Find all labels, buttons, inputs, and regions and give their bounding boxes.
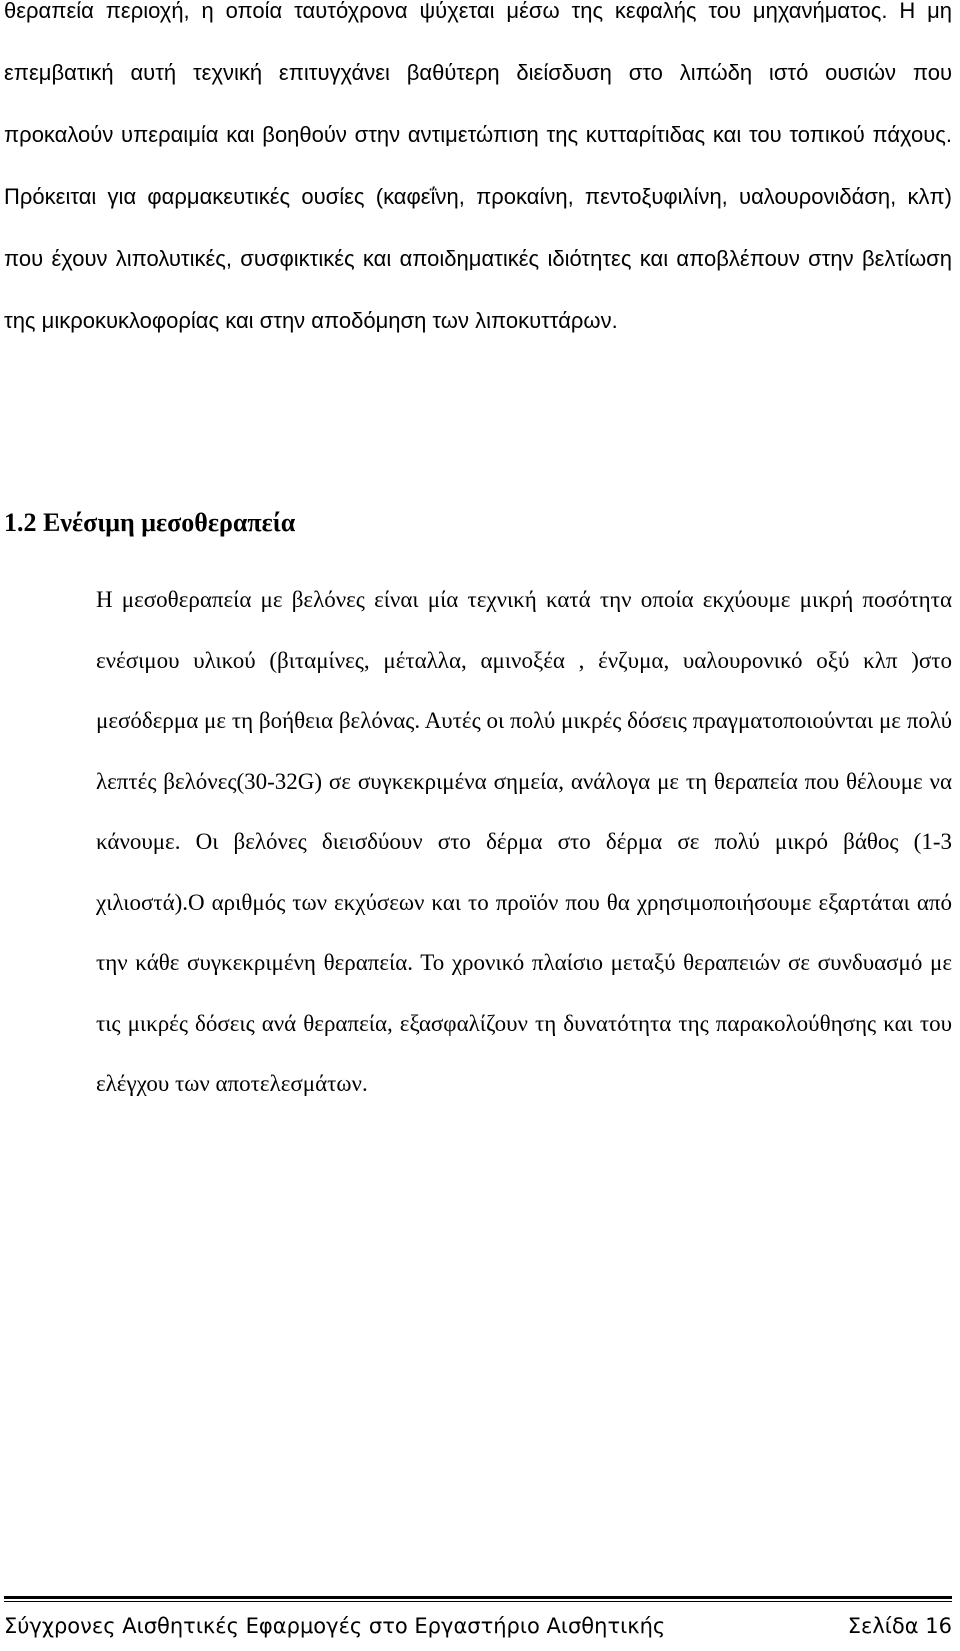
page-footer: [4, 1609, 952, 1643]
footer-document-title: Σύγχρονες Αισθητικές Εφαρμογές στο Εργαστήριο Αισθητικής: [4, 1614, 666, 1638]
footer-divider-thin: [4, 1601, 952, 1602]
footer-divider-thick: [4, 1596, 952, 1599]
footer-page-number: Σελίδα 16: [847, 1614, 952, 1638]
section-heading: 1.2 Ενέσιμη μεσοθεραπεία: [4, 508, 296, 537]
body-paragraph-continuation: θεραπεία περιοχή, η οποία ταυτόχρονα ψύχεται μέσω της κεφαλής του μηχανήματος. Η μη επεμβατική αυτή τεχνική επιτυγχάνει βαθύτερη διείσδυση στο λιπώδη ιστό ουσιών που προκαλούν υπεραιμία και βοηθούν στην αντιμετώπιση της κυτταρίτιδας και του τοπικού πάχους. Πρόκειται για φαρμακευτικές ουσίες (καφεΐνη, προκαίνη, πεντοξυφιλίνη, υαλουρονιδάση, κλπ) που έχουν λιπολυτικές, συσφικτικές και αποιδηματικές ιδιότητες και αποβλέπουν στην βελτίωση της μικροκυκλοφορίας και στην αποδόμηση των λιποκυττάρων.: [4, 0, 952, 333]
body-paragraph-mesotherapy: Η μεσοθεραπεία με βελόνες είναι μία τεχνική κατά την οποία εκχύουμε μικρή ποσότητα ενέσιμου υλικού (βιταμίνες, μέταλλα, αμινοξέα , ένζυμα, υαλουρονικό οξύ κλπ )στο μεσόδερμα με τη βοήθεια βελόνας. Αυτές οι πολύ μικρές δόσεις πραγματοποιούνται με πολύ λεπτές βελόνες(30-32G) σε συγκεκριμένα σημεία, ανάλογα με τη θεραπεία που θέλουμε να κάνουμε. Οι βελόνες διεισδύουν στο δέρμα στο δέρμα σε πολύ μικρό βάθος (1-3 χιλιοστά).Ο αριθμός των εκχύσεων και το προϊόν που θα χρησιμοποιήσουμε εξαρτάται από την κάθε συγκεκριμένη θεραπεία. Το χρονικό πλαίσιο μεταξύ θεραπειών σε συνδυασμό με τις μικρές δόσεις ανά θεραπεία, εξασφαλίζουν τη δυνατότητα της παρακολούθησης και του ελέγχου των αποτελεσμάτων.: [96, 587, 952, 1096]
